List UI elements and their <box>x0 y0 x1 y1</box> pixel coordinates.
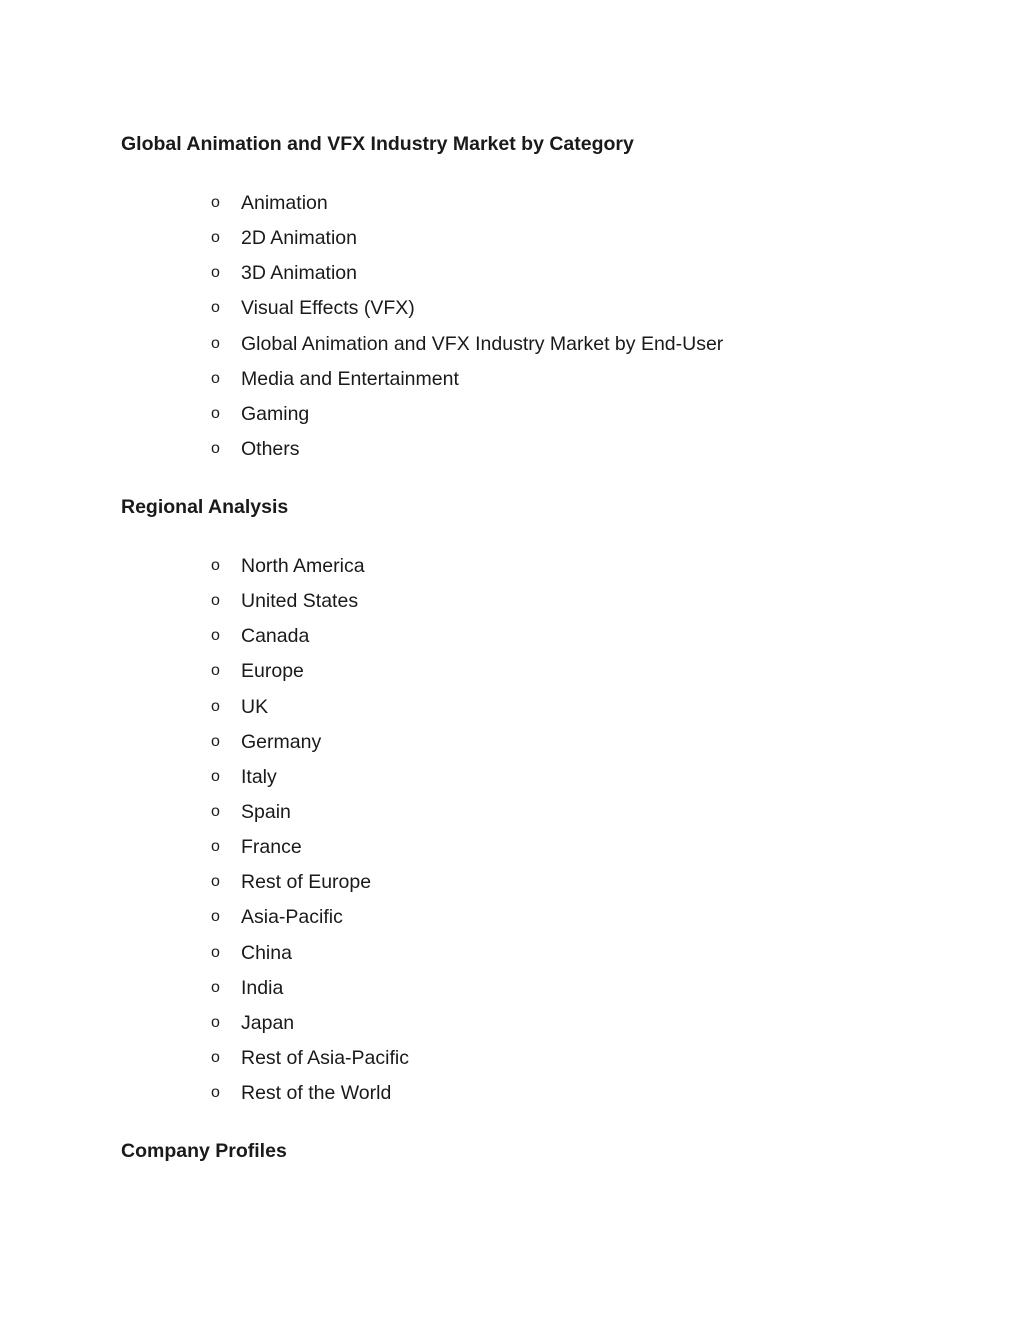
bullet-marker: o <box>211 662 220 680</box>
list-item-text: China <box>241 941 292 964</box>
bullet-marker: o <box>211 439 220 457</box>
bullet-marker: o <box>211 943 220 961</box>
list-item-text: Spain <box>241 800 291 823</box>
category-section-heading: Global Animation and VFX Industry Market by Category <box>121 133 634 155</box>
bullet-marker: o <box>211 697 220 715</box>
list-item-text: Canada <box>241 625 310 648</box>
bullet-marker: o <box>211 802 220 820</box>
list-item-text: Visual Effects (VFX) <box>241 297 415 320</box>
list-item-text: India <box>241 976 284 999</box>
list-item-text: Rest of Asia-Pacific <box>241 1046 409 1069</box>
list-item-text: Germany <box>241 730 322 753</box>
list-item-text: Asia-Pacific <box>241 906 343 929</box>
bullet-marker: o <box>211 732 220 750</box>
bullet-marker: o <box>211 229 220 247</box>
bullet-marker: o <box>211 1084 220 1102</box>
list-item-text: UK <box>241 695 269 718</box>
list-item-text: Media and Entertainment <box>241 367 459 390</box>
list-item-text: Rest of Europe <box>241 871 372 894</box>
list-item-text: Rest of the World <box>241 1082 392 1105</box>
list-item-text: Japan <box>241 1011 295 1034</box>
list-item-text: 2D Animation <box>241 227 357 250</box>
list-item-text: 3D Animation <box>241 262 357 285</box>
list-item-text: Animation <box>241 192 328 214</box>
bullet-marker: o <box>211 264 220 282</box>
bullet-marker: o <box>211 369 220 387</box>
bullet-marker: o <box>211 908 220 926</box>
company-profiles-heading: Company Profiles <box>121 1140 287 1162</box>
bullet-marker: o <box>211 404 220 422</box>
bullet-marker: o <box>211 299 220 317</box>
list-item-text: North America <box>241 555 365 577</box>
bullet-marker: o <box>211 557 220 574</box>
bullet-marker: o <box>211 592 220 610</box>
bullet-marker: o <box>211 334 220 352</box>
bullet-marker: o <box>211 194 220 211</box>
bullet-marker: o <box>211 1013 220 1031</box>
list-item-text: Europe <box>241 660 304 683</box>
regional-analysis-heading: Regional Analysis <box>121 496 289 518</box>
list-item-text: France <box>241 836 302 859</box>
list-item-text: Others <box>241 437 300 460</box>
bullet-marker: o <box>211 767 220 785</box>
bullet-marker: o <box>211 978 220 996</box>
list-item-text: United States <box>241 590 359 613</box>
bullet-marker: o <box>211 627 220 645</box>
list-item-text: Global Animation and VFX Industry Market by End-User <box>241 332 724 355</box>
list-item-text: Gaming <box>241 402 310 425</box>
bullet-marker: o <box>211 873 220 891</box>
bullet-marker: o <box>211 1048 220 1066</box>
list-item-text: Italy <box>241 765 277 788</box>
bullet-marker: o <box>211 838 220 856</box>
